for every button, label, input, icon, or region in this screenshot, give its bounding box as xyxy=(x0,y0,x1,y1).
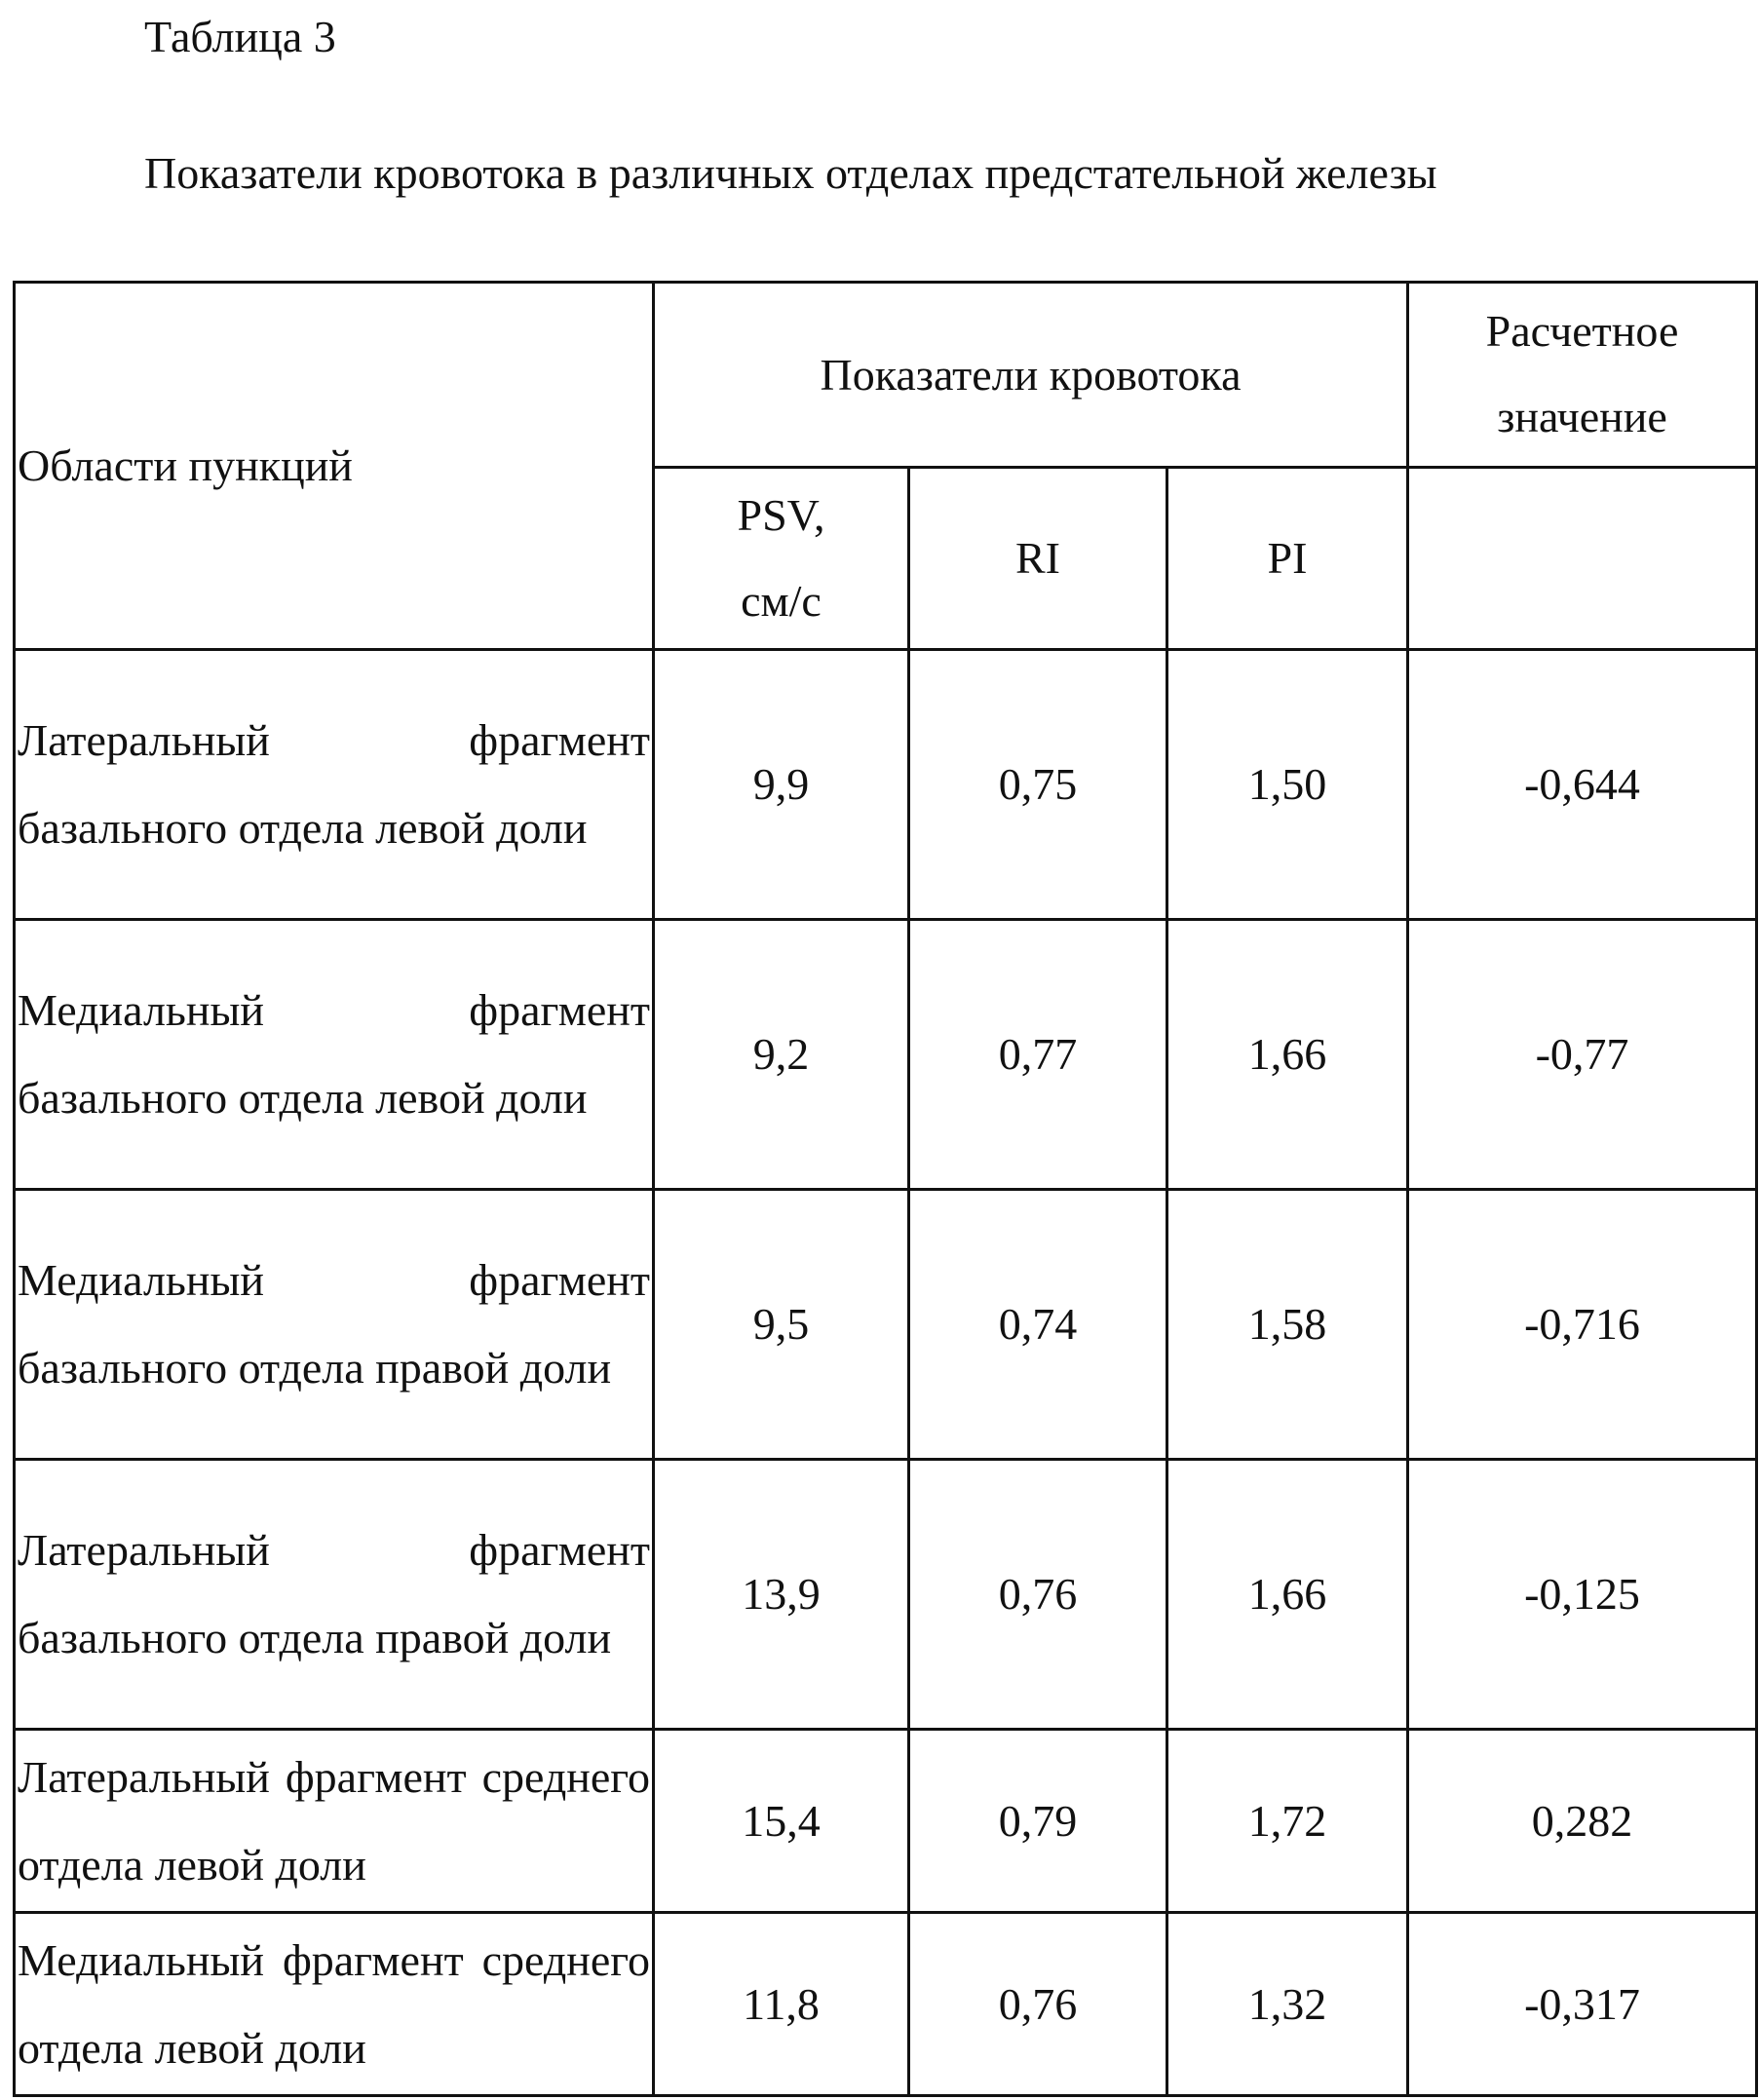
blood-flow-table xyxy=(13,281,1758,2097)
row-psv: 15,4 xyxy=(654,1730,909,1913)
row-calc: 0,282 xyxy=(1408,1730,1757,1913)
row-calc: -0,716 xyxy=(1408,1190,1757,1460)
table-row xyxy=(15,650,1757,920)
row-ri: 0,79 xyxy=(909,1730,1167,1913)
table-row xyxy=(15,1190,1757,1460)
header-pi: PI xyxy=(1167,468,1408,650)
row-psv: 9,5 xyxy=(654,1190,909,1460)
header-area: Области пункций xyxy=(15,283,654,650)
header-psv-line2: см/с xyxy=(741,575,822,626)
row-area: Медиальный фрагмент базального отдела правой доли xyxy=(15,1190,654,1460)
row-area: Латеральный фрагмент базального отдела левой доли xyxy=(15,650,654,920)
table-row xyxy=(15,1460,1757,1730)
row-area: Медиальный фрагмент базального отдела левой доли xyxy=(15,920,654,1190)
row-pi: 1,50 xyxy=(1167,650,1408,920)
row-psv: 11,8 xyxy=(654,1913,909,2096)
header-calc-line2: значение xyxy=(1497,392,1667,441)
row-ri: 0,74 xyxy=(909,1190,1167,1460)
table-row xyxy=(15,920,1757,1190)
row-psv: 9,9 xyxy=(654,650,909,920)
row-pi: 1,32 xyxy=(1167,1913,1408,2096)
row-psv: 9,2 xyxy=(654,920,909,1190)
header-psv-line1: PSV, xyxy=(737,489,825,540)
row-ri: 0,75 xyxy=(909,650,1167,920)
header-ri: RI xyxy=(909,468,1167,650)
row-ri: 0,76 xyxy=(909,1460,1167,1730)
row-area: Латеральный фрагмент среднего отдела левой доли xyxy=(15,1730,654,1913)
header-psv xyxy=(654,468,909,650)
row-area: Латеральный фрагмент базального отдела правой доли xyxy=(15,1460,654,1730)
header-group: Показатели кровотока xyxy=(654,283,1408,468)
header-calc-line1: Расчетное xyxy=(1485,306,1679,356)
row-calc: -0,644 xyxy=(1408,650,1757,920)
header-calc xyxy=(1408,283,1757,468)
row-pi: 1,66 xyxy=(1167,920,1408,1190)
row-pi: 1,72 xyxy=(1167,1730,1408,1913)
row-pi: 1,58 xyxy=(1167,1190,1408,1460)
row-calc: -0,317 xyxy=(1408,1913,1757,2096)
row-ri: 0,77 xyxy=(909,920,1167,1190)
table-title: Показатели кровотока в различных отделах предстательной железы xyxy=(144,148,1437,198)
table-row xyxy=(15,1730,1757,1913)
row-calc: -0,77 xyxy=(1408,920,1757,1190)
row-pi: 1,66 xyxy=(1167,1460,1408,1730)
table-row xyxy=(15,1913,1757,2096)
row-psv: 13,9 xyxy=(654,1460,909,1730)
table-caption: Таблица 3 xyxy=(144,12,336,61)
row-area: Медиальный фрагмент среднего отдела левой доли xyxy=(15,1913,654,2096)
header-calc-empty xyxy=(1408,468,1757,650)
row-calc: -0,125 xyxy=(1408,1460,1757,1730)
header-row-1 xyxy=(15,283,1757,468)
row-ri: 0,76 xyxy=(909,1913,1167,2096)
